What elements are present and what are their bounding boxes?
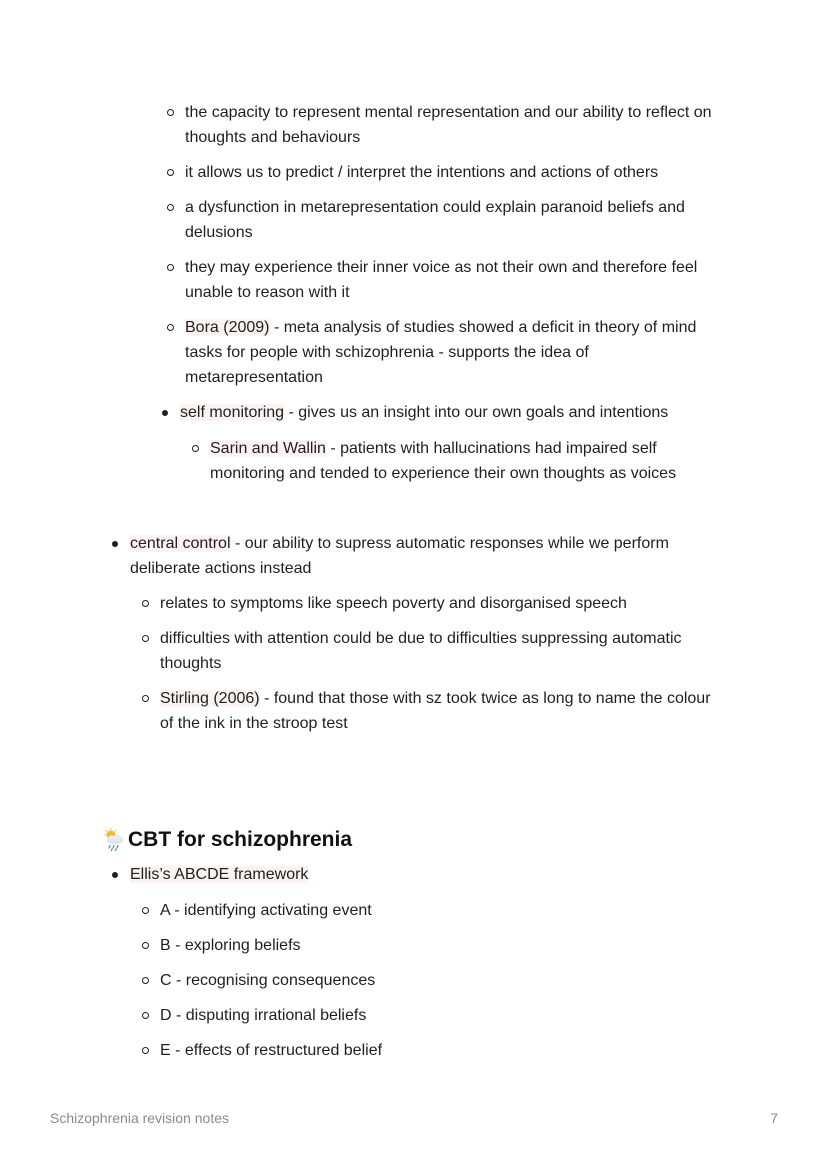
sun-behind-rain-cloud-icon (102, 828, 126, 852)
central-control-sublist (160, 591, 720, 746)
list-item: difficulties with attention could be due to difficulties suppressing automatic thoughts (160, 626, 720, 676)
list-item: Stirling (2006) - found that those with sz took twice as long to name the colour of the ink in the stroop test (160, 686, 720, 736)
self-monitoring-list (180, 400, 740, 435)
page-number: 7 (770, 1110, 778, 1126)
self-monitoring-sublist (210, 436, 710, 496)
topic-link[interactable]: Ellis’s ABCDE framework (130, 866, 309, 883)
list-item: B - exploring beliefs (160, 933, 700, 958)
citation-link[interactable]: Sarin and Wallin (210, 440, 326, 457)
list-item: the capacity to represent mental representation and our ability to reflect on thoughts and behaviours (185, 100, 730, 150)
list-item: E - effects of restructured belief (160, 1038, 700, 1063)
list-item: D - disputing irrational beliefs (160, 1003, 700, 1028)
central-control-list (130, 531, 710, 591)
list-item: relates to symptoms like speech poverty and disorganised speech (160, 591, 720, 616)
list-item: Bora (2009) - meta analysis of studies showed a deficit in theory of mind tasks for people with schizophrenia - supports the idea of metarepresentation (185, 315, 730, 390)
topic-link[interactable]: self monitoring (180, 404, 285, 421)
list-item: Sarin and Wallin - patients with hallucinations had impaired self monitoring and tended to experience their own thoughts as voices (210, 436, 710, 486)
topic-link[interactable]: central control (130, 535, 231, 552)
list-item: they may experience their inner voice as not their own and therefore feel unable to reason with it (185, 255, 730, 305)
heading-text: CBT for schizophrenia (128, 828, 353, 851)
metarepresentation-list (185, 100, 730, 400)
citation-link[interactable]: Stirling (2006) (160, 690, 260, 707)
list-item: self monitoring - gives us an insight into our own goals and intentions (180, 400, 740, 425)
list-item: a dysfunction in metarepresentation could explain paranoid beliefs and delusions (185, 195, 730, 245)
list-item: A - identifying activating event (160, 898, 700, 923)
abcde-steps-list (160, 898, 700, 1073)
cbt-list (130, 862, 690, 897)
footer-title: Schizophrenia revision notes (50, 1110, 229, 1126)
list-item: C - recognising consequences (160, 968, 700, 993)
list-item: central control - our ability to supress automatic responses while we perform deliberate actions instead (130, 531, 710, 581)
list-item: it allows us to predict / interpret the intentions and actions of others (185, 160, 730, 185)
section-heading (102, 826, 352, 854)
list-item (130, 862, 690, 887)
citation-link[interactable]: Bora (2009) (185, 319, 270, 336)
